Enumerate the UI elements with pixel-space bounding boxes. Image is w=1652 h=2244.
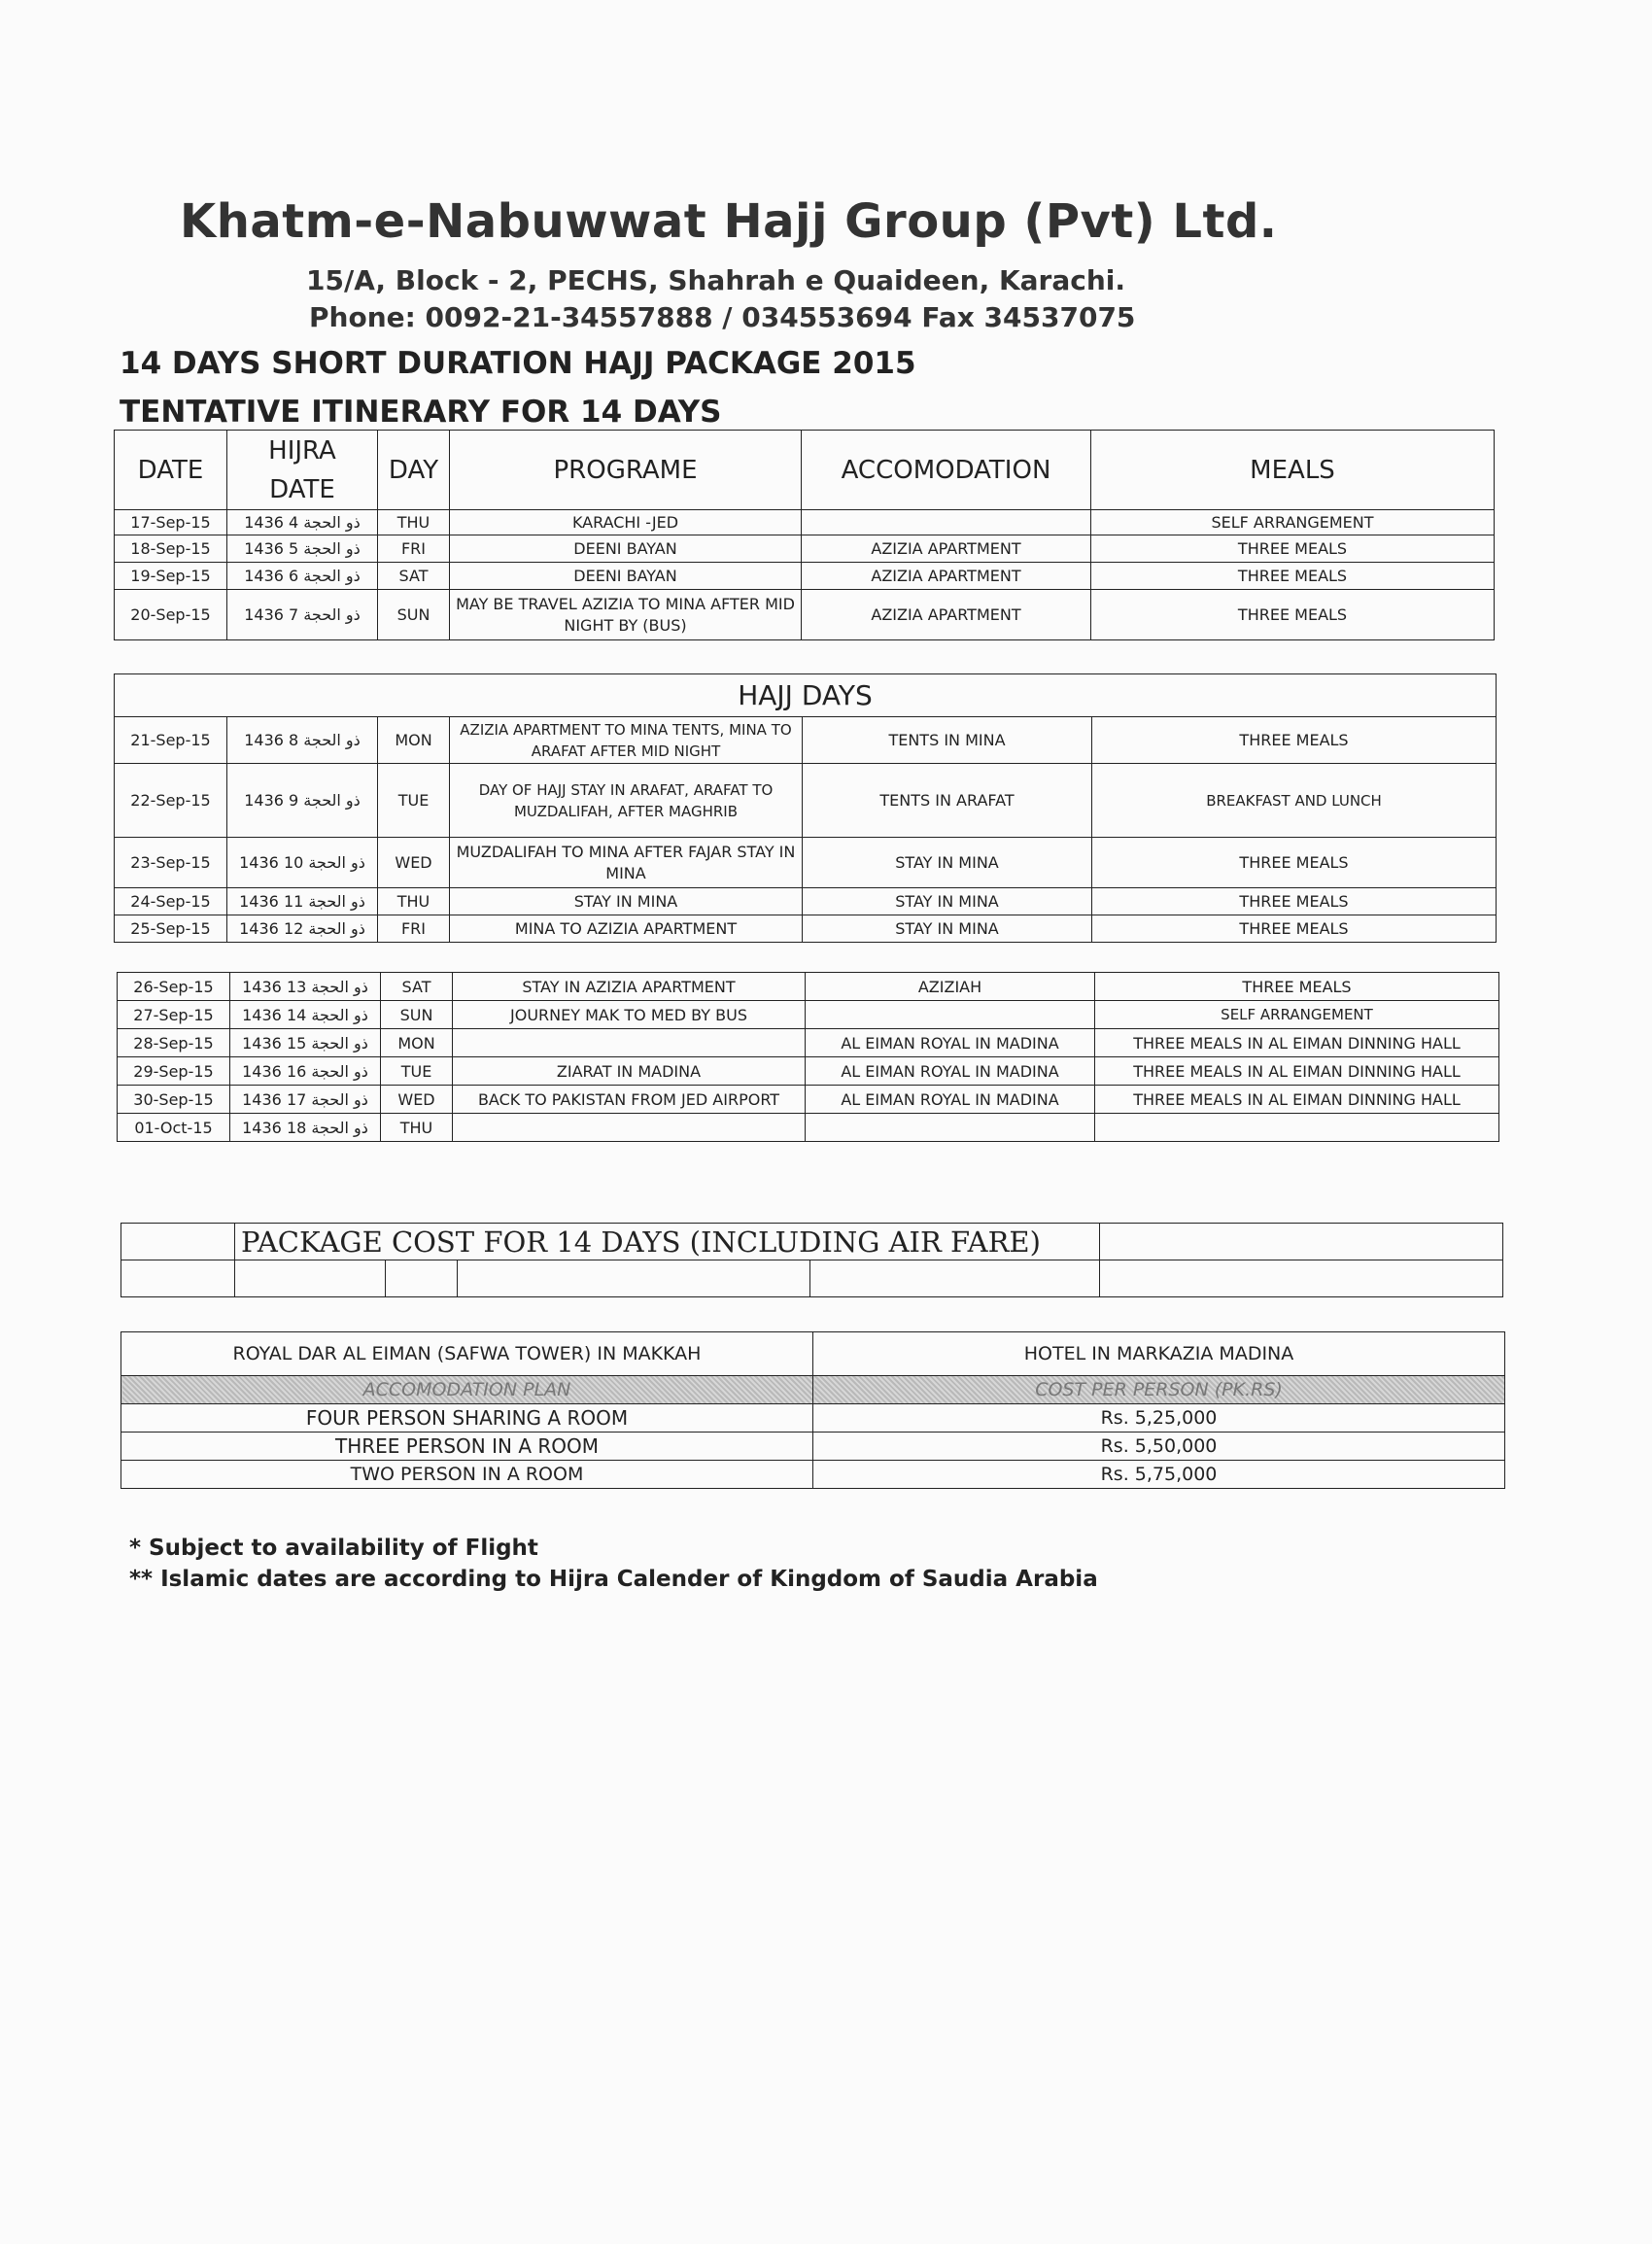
package-cost-title-row xyxy=(121,1224,1503,1260)
cell-programe: STAY IN AZIZIA APARTMENT xyxy=(453,973,806,1001)
blank-cell xyxy=(1100,1260,1503,1297)
cell-hijra: 1436 ذو الحجة 17 xyxy=(230,1086,381,1114)
cell-date: 26-Sep-15 xyxy=(118,973,230,1001)
header-day: DAY xyxy=(378,431,450,510)
cell-meals: BREAKFAST AND LUNCH xyxy=(1092,764,1497,838)
cell-hijra: 1436 ذو الحجة 14 xyxy=(230,1001,381,1029)
cell-meals: SELF ARRANGEMENT xyxy=(1095,1001,1499,1029)
table-row xyxy=(121,1404,1505,1433)
cell-day: MON xyxy=(381,1029,453,1057)
cell-programe: BACK TO PAKISTAN FROM JED AIRPORT xyxy=(453,1086,806,1114)
table-row xyxy=(118,1001,1499,1029)
table-row xyxy=(115,563,1495,590)
plan-cell: FOUR PERSON SHARING A ROOM xyxy=(121,1404,813,1433)
cell-meals: THREE MEALS IN AL EIMAN DINNING HALL xyxy=(1095,1029,1499,1057)
cost-cell: Rs. 5,75,000 xyxy=(813,1461,1505,1489)
cell-accomodation: AZIZIAH xyxy=(806,973,1095,1001)
blank-cell xyxy=(386,1260,458,1297)
cell-accomodation: STAY IN MINA xyxy=(803,838,1092,888)
table-row xyxy=(118,1114,1499,1142)
blank-cell xyxy=(121,1224,235,1260)
makkah-hotel: ROYAL DAR AL EIMAN (SAFWA TOWER) IN MAKKAH xyxy=(121,1332,813,1376)
cell-day: THU xyxy=(378,888,450,915)
cell-meals: THREE MEALS xyxy=(1092,888,1497,915)
cell-day: THU xyxy=(378,510,450,535)
cell-programe: KARACHI -JED xyxy=(450,510,802,535)
cell-meals: THREE MEALS xyxy=(1092,717,1497,764)
cell-meals: THREE MEALS IN AL EIMAN DINNING HALL xyxy=(1095,1086,1499,1114)
plan-cell: THREE PERSON IN A ROOM xyxy=(121,1433,813,1461)
cell-meals: THREE MEALS xyxy=(1091,535,1495,563)
table-row xyxy=(121,1461,1505,1489)
plan-cell: TWO PERSON IN A ROOM xyxy=(121,1461,813,1489)
cell-day: SAT xyxy=(381,973,453,1001)
cell-programe: DEENI BAYAN xyxy=(450,535,802,563)
cell-day: SAT xyxy=(378,563,450,590)
cell-meals: THREE MEALS xyxy=(1091,563,1495,590)
hajj-days-banner-row xyxy=(115,674,1497,717)
cell-date: 29-Sep-15 xyxy=(118,1057,230,1086)
cell-hijra: 1436 ذو الحجة 11 xyxy=(227,888,378,915)
cost-cell: Rs. 5,50,000 xyxy=(813,1433,1505,1461)
blank-cell xyxy=(458,1260,810,1297)
cell-hijra: 1436 ذو الحجة 5 xyxy=(227,535,378,563)
blank-cell xyxy=(810,1260,1100,1297)
cell-meals: THREE MEALS xyxy=(1092,915,1497,943)
madina-hotel: HOTEL IN MARKAZIA MADINA xyxy=(813,1332,1505,1376)
cell-programe: DEENI BAYAN xyxy=(450,563,802,590)
cell-meals: THREE MEALS xyxy=(1095,973,1499,1001)
itinerary-table xyxy=(114,430,1495,640)
cell-meals: THREE MEALS IN AL EIMAN DINNING HALL xyxy=(1095,1057,1499,1086)
cell-meals: THREE MEALS xyxy=(1091,590,1495,640)
cell-date: 27-Sep-15 xyxy=(118,1001,230,1029)
cell-accomodation: TENTS IN MINA xyxy=(803,717,1092,764)
cell-date: 01-Oct-15 xyxy=(118,1114,230,1142)
note-islamic-dates: ** Islamic dates are according to Hijra Calender of Kingdom of Saudia Arabia xyxy=(129,1567,1098,1592)
cell-day: WED xyxy=(381,1086,453,1114)
cell-hijra: 1436 ذو الحجة 9 xyxy=(227,764,378,838)
header-meals: MEALS xyxy=(1091,431,1495,510)
company-phone: Phone: 0092-21-34557888 / 034553694 Fax 34537075 xyxy=(309,301,1136,333)
cell-programe: MUZDALIFAH TO MINA AFTER FAJAR STAY IN MINA xyxy=(450,838,803,888)
cell-programe xyxy=(453,1114,806,1142)
cost-per-person-header: COST PER PERSON (PK.RS) xyxy=(813,1376,1505,1404)
cell-meals xyxy=(1095,1114,1499,1142)
cell-accomodation: TENTS IN ARAFAT xyxy=(803,764,1092,838)
note-flight-availability: * Subject to availability of Flight xyxy=(129,1536,538,1561)
cell-hijra: 1436 ذو الحجة 8 xyxy=(227,717,378,764)
itinerary-title: TENTATIVE ITINERARY FOR 14 DAYS xyxy=(120,395,722,430)
cell-date: 22-Sep-15 xyxy=(115,764,227,838)
cell-meals: THREE MEALS xyxy=(1092,838,1497,888)
cell-date: 28-Sep-15 xyxy=(118,1029,230,1057)
cell-day: FRI xyxy=(378,535,450,563)
cell-accomodation: AZIZIA APARTMENT xyxy=(802,563,1091,590)
blank-cell xyxy=(121,1260,235,1297)
blank-cell xyxy=(235,1260,386,1297)
pricing-table xyxy=(120,1331,1505,1489)
package-cost-blank-row xyxy=(121,1260,1503,1297)
cell-date: 19-Sep-15 xyxy=(115,563,227,590)
cell-day: TUE xyxy=(381,1057,453,1086)
cell-hijra: 1436 ذو الحجة 13 xyxy=(230,973,381,1001)
company-name: Khatm-e-Nabuwwat Hajj Group (Pvt) Ltd. xyxy=(180,194,1278,249)
table-row xyxy=(115,510,1495,535)
accomodation-plan-header: ACCOMODATION PLAN xyxy=(121,1376,813,1404)
header-hijra-line1: HIJRA xyxy=(268,435,336,466)
cell-date: 20-Sep-15 xyxy=(115,590,227,640)
header-hijra-line2: DATE xyxy=(269,474,335,504)
blank-cell xyxy=(1100,1224,1503,1260)
cell-hijra: 1436 ذو الحجة 12 xyxy=(227,915,378,943)
cell-hijra: 1436 ذو الحجة 10 xyxy=(227,838,378,888)
cell-hijra: 1436 ذو الحجة 16 xyxy=(230,1057,381,1086)
table-row xyxy=(118,973,1499,1001)
table-row xyxy=(115,915,1497,943)
cell-day: THU xyxy=(381,1114,453,1142)
pricing-header-row xyxy=(121,1376,1505,1404)
header-programe: PROGRAME xyxy=(450,431,802,510)
cell-day: TUE xyxy=(378,764,450,838)
cell-date: 23-Sep-15 xyxy=(115,838,227,888)
hajj-days-table xyxy=(114,673,1497,943)
cell-hijra: 1436 ذو الحجة 4 xyxy=(227,510,378,535)
table-row xyxy=(118,1057,1499,1086)
table-row xyxy=(115,590,1495,640)
cell-date: 17-Sep-15 xyxy=(115,510,227,535)
cell-date: 18-Sep-15 xyxy=(115,535,227,563)
cell-programe: DAY OF HAJJ STAY IN ARAFAT, ARAFAT TO MUZDALIFAH, AFTER MAGHRIB xyxy=(450,764,803,838)
cell-accomodation: AL EIMAN ROYAL IN MADINA xyxy=(806,1057,1095,1086)
cell-accomodation xyxy=(806,1114,1095,1142)
cell-programe: MAY BE TRAVEL AZIZIA TO MINA AFTER MID NIGHT BY (BUS) xyxy=(450,590,802,640)
cell-accomodation: AZIZIA APARTMENT xyxy=(802,590,1091,640)
cell-day: SUN xyxy=(378,590,450,640)
cell-hijra: 1436 ذو الحجة 18 xyxy=(230,1114,381,1142)
cell-hijra: 1436 ذو الحجة 15 xyxy=(230,1029,381,1057)
table-row xyxy=(121,1433,1505,1461)
cost-cell: Rs. 5,25,000 xyxy=(813,1404,1505,1433)
header-accomodation: ACCOMODATION xyxy=(802,431,1091,510)
cell-programe: JOURNEY MAK TO MED BY BUS xyxy=(453,1001,806,1029)
cell-accomodation: STAY IN MINA xyxy=(803,915,1092,943)
header-hijra-date xyxy=(227,431,378,510)
cell-date: 24-Sep-15 xyxy=(115,888,227,915)
header-date: DATE xyxy=(115,431,227,510)
table-row xyxy=(118,1029,1499,1057)
cell-accomodation xyxy=(806,1001,1095,1029)
hotel-row xyxy=(121,1332,1505,1376)
cell-hijra: 1436 ذو الحجة 7 xyxy=(227,590,378,640)
cell-programe: MINA TO AZIZIA APARTMENT xyxy=(450,915,803,943)
table-row xyxy=(115,838,1497,888)
package-cost-title: PACKAGE COST FOR 14 DAYS (INCLUDING AIR FARE) xyxy=(235,1224,1100,1260)
cell-programe: ZIARAT IN MADINA xyxy=(453,1057,806,1086)
table-row xyxy=(115,535,1495,563)
cell-day: WED xyxy=(378,838,450,888)
hajj-days-title: HAJJ DAYS xyxy=(115,674,1497,717)
post-hajj-table xyxy=(117,972,1499,1142)
table-row xyxy=(118,1086,1499,1114)
cell-day: FRI xyxy=(378,915,450,943)
cell-accomodation: AZIZIA APARTMENT xyxy=(802,535,1091,563)
table-row xyxy=(115,888,1497,915)
table-row xyxy=(115,717,1497,764)
cell-programe: STAY IN MINA xyxy=(450,888,803,915)
cell-programe: AZIZIA APARTMENT TO MINA TENTS, MINA TO ARAFAT AFTER MID NIGHT xyxy=(450,717,803,764)
cell-meals: SELF ARRANGEMENT xyxy=(1091,510,1495,535)
cell-day: SUN xyxy=(381,1001,453,1029)
table-row xyxy=(115,764,1497,838)
cell-accomodation: STAY IN MINA xyxy=(803,888,1092,915)
itinerary-header-row xyxy=(115,431,1495,510)
cell-date: 30-Sep-15 xyxy=(118,1086,230,1114)
company-address: 15/A, Block - 2, PECHS, Shahrah e Quaideen, Karachi. xyxy=(306,264,1126,296)
cell-date: 25-Sep-15 xyxy=(115,915,227,943)
cell-accomodation xyxy=(802,510,1091,535)
cell-day: MON xyxy=(378,717,450,764)
cell-accomodation: AL EIMAN ROYAL IN MADINA xyxy=(806,1086,1095,1114)
package-cost-table xyxy=(120,1223,1503,1297)
cell-accomodation: AL EIMAN ROYAL IN MADINA xyxy=(806,1029,1095,1057)
cell-programe xyxy=(453,1029,806,1057)
cell-hijra: 1436 ذو الحجة 6 xyxy=(227,563,378,590)
package-title: 14 DAYS SHORT DURATION HAJJ PACKAGE 2015 xyxy=(120,346,916,381)
cell-date: 21-Sep-15 xyxy=(115,717,227,764)
